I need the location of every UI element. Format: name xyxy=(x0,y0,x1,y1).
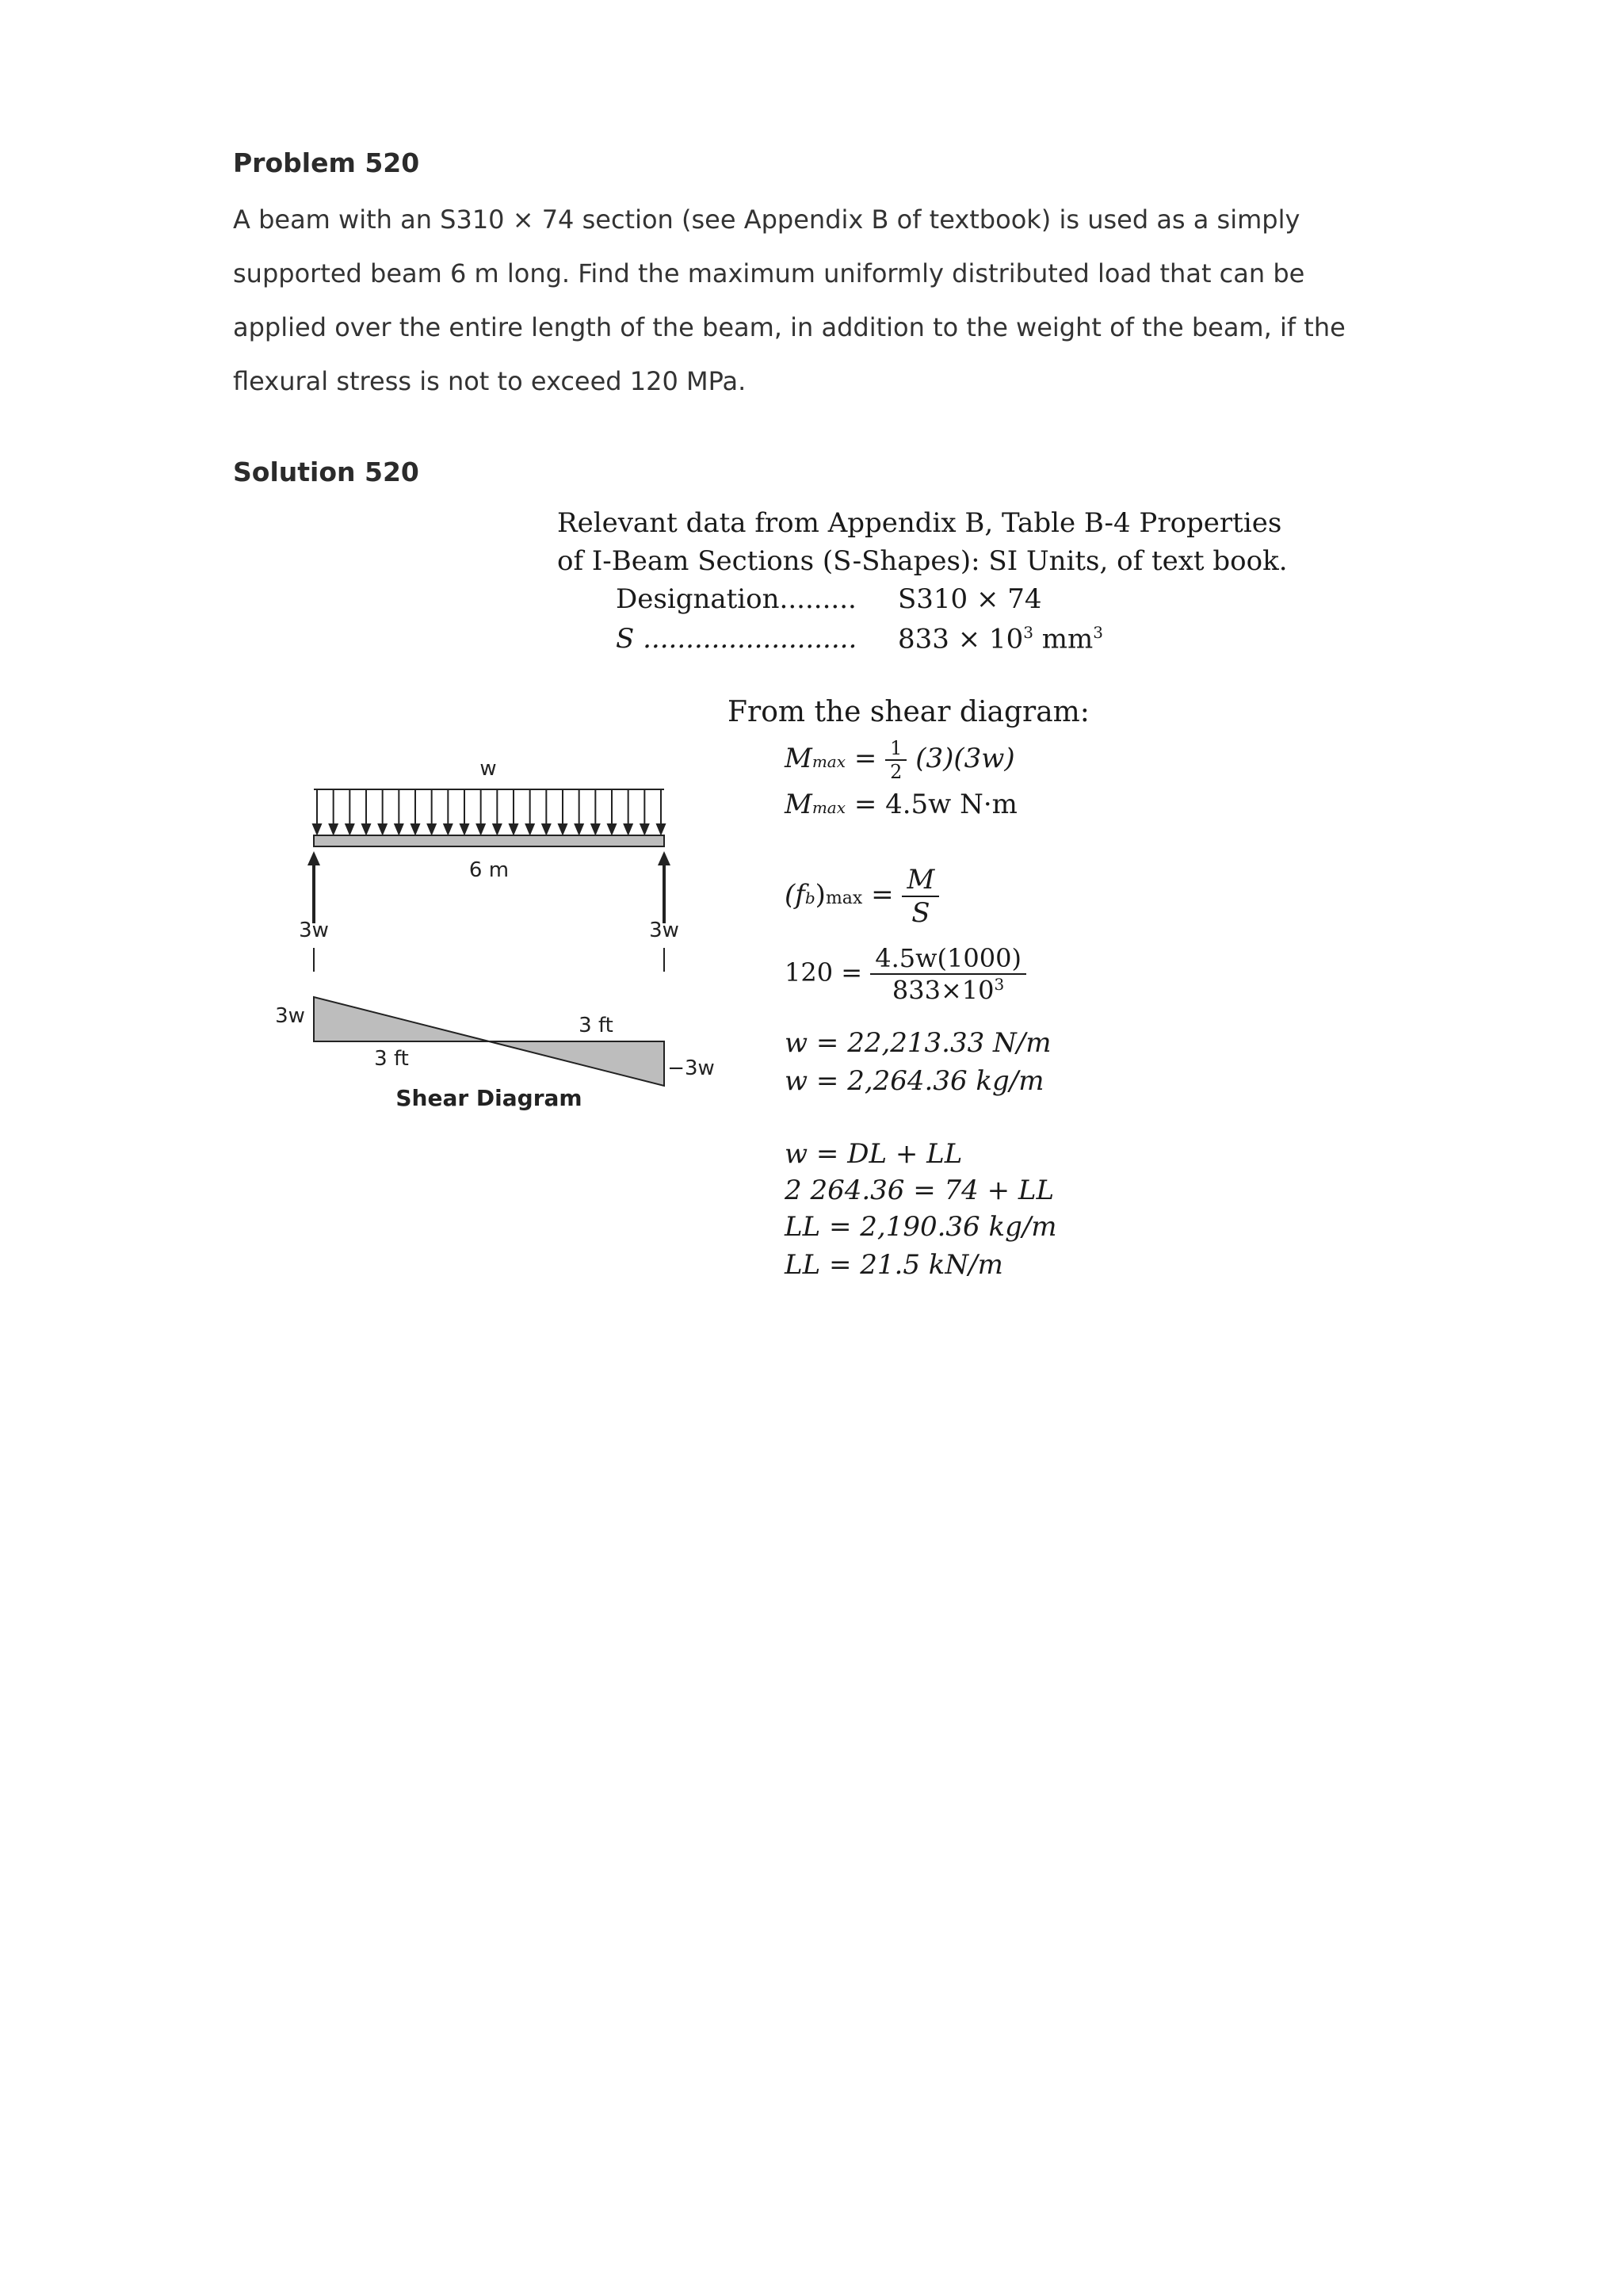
load-label: w xyxy=(479,757,497,781)
problem-statement: A beam with an S310 × 74 section (see Appendix B of textbook) is used as a simply supported beam 6 m long. Find the maximum uniformly distributed load that can be applied over the entire length of the beam, in addition to the weight of the beam, if the flexural stress is not to exceed 120 MPa. xyxy=(233,204,1346,396)
shear-negative-region xyxy=(489,1041,664,1086)
section-modulus-label: S ......................... xyxy=(616,623,857,655)
load-arrow-head xyxy=(428,824,436,834)
reference-line-2: of I-Beam Sections (S-Shapes): SI Units, of text book. xyxy=(557,545,1288,577)
load-arrow-head xyxy=(477,824,485,834)
load-arrow-head xyxy=(526,824,534,834)
beam-shear-diagram xyxy=(262,753,737,1125)
load-arrow-head xyxy=(313,824,321,834)
designation-label: Designation......... xyxy=(616,583,857,615)
equation-mmax: Mmax = $\frac{1}{2}$ (3)(3w) xyxy=(785,737,1015,783)
equation-mmax-result: Mmax = 4.5w N·m xyxy=(785,789,1018,820)
load-arrow-head xyxy=(444,824,452,834)
load-arrow-head xyxy=(330,824,338,834)
load-arrows xyxy=(313,789,665,834)
equation-dl-ll: w = DL + LL xyxy=(785,1138,963,1170)
load-arrow-head xyxy=(624,824,632,834)
shear-diagram-caption: Shear Diagram xyxy=(395,1085,582,1111)
load-arrow-head xyxy=(346,824,353,834)
problem-title: Problem 520 xyxy=(233,147,420,178)
load-arrow-head xyxy=(411,824,419,834)
equation-flexure: (fb)max = $\frac{M}{S}$ xyxy=(785,864,939,929)
load-arrow-head xyxy=(542,824,550,834)
load-arrow-head xyxy=(608,824,616,834)
left-segment-label: 3 ft xyxy=(374,1047,409,1071)
load-arrow-head xyxy=(640,824,648,834)
right-reaction-label: 3w xyxy=(649,919,679,942)
left-reaction-label: 3w xyxy=(299,919,329,942)
designation-value: S310 × 74 xyxy=(898,583,1042,615)
load-arrow-head xyxy=(362,824,370,834)
shear-positive-region xyxy=(314,997,489,1041)
result-w-kilograms: w = 2,264.36 kg/m xyxy=(785,1065,1044,1097)
load-arrow-head xyxy=(379,824,387,834)
result-w-newtons: w = 22,213.33 N/m xyxy=(785,1027,1052,1059)
load-arrow-head xyxy=(575,824,583,834)
load-arrow-head xyxy=(559,824,567,834)
shear-right-value: −3w xyxy=(667,1056,715,1080)
load-arrow-head xyxy=(493,824,501,834)
result-ll-kilograms: LL = 2,190.36 kg/m xyxy=(785,1211,1057,1243)
load-arrow-head xyxy=(591,824,599,834)
solution-title: Solution 520 xyxy=(233,457,419,487)
load-arrow-head xyxy=(460,824,468,834)
result-ll-kilonewtons: LL = 21.5 kN/m xyxy=(785,1249,1003,1281)
reference-line-1: Relevant data from Appendix B, Table B-4 Properties xyxy=(557,507,1282,539)
section-modulus-value: $833 \times 10^3$ $mm^3$ xyxy=(898,623,1104,655)
load-arrow-head xyxy=(395,824,403,834)
calc-heading: From the shear diagram: xyxy=(727,696,1090,728)
beam xyxy=(314,835,664,846)
load-arrow-head xyxy=(510,824,517,834)
load-arrow-head xyxy=(657,824,665,834)
shear-left-value: 3w xyxy=(275,1004,305,1028)
equation-dl-ll-values: 2 264.36 = 74 + LL xyxy=(785,1175,1055,1206)
equation-substitution: 120 = $\frac{4.5w(1000)}{833\times 10^3}$ xyxy=(785,943,1026,1006)
span-label: 6 m xyxy=(468,858,510,882)
right-segment-label: 3 ft xyxy=(579,1014,613,1037)
